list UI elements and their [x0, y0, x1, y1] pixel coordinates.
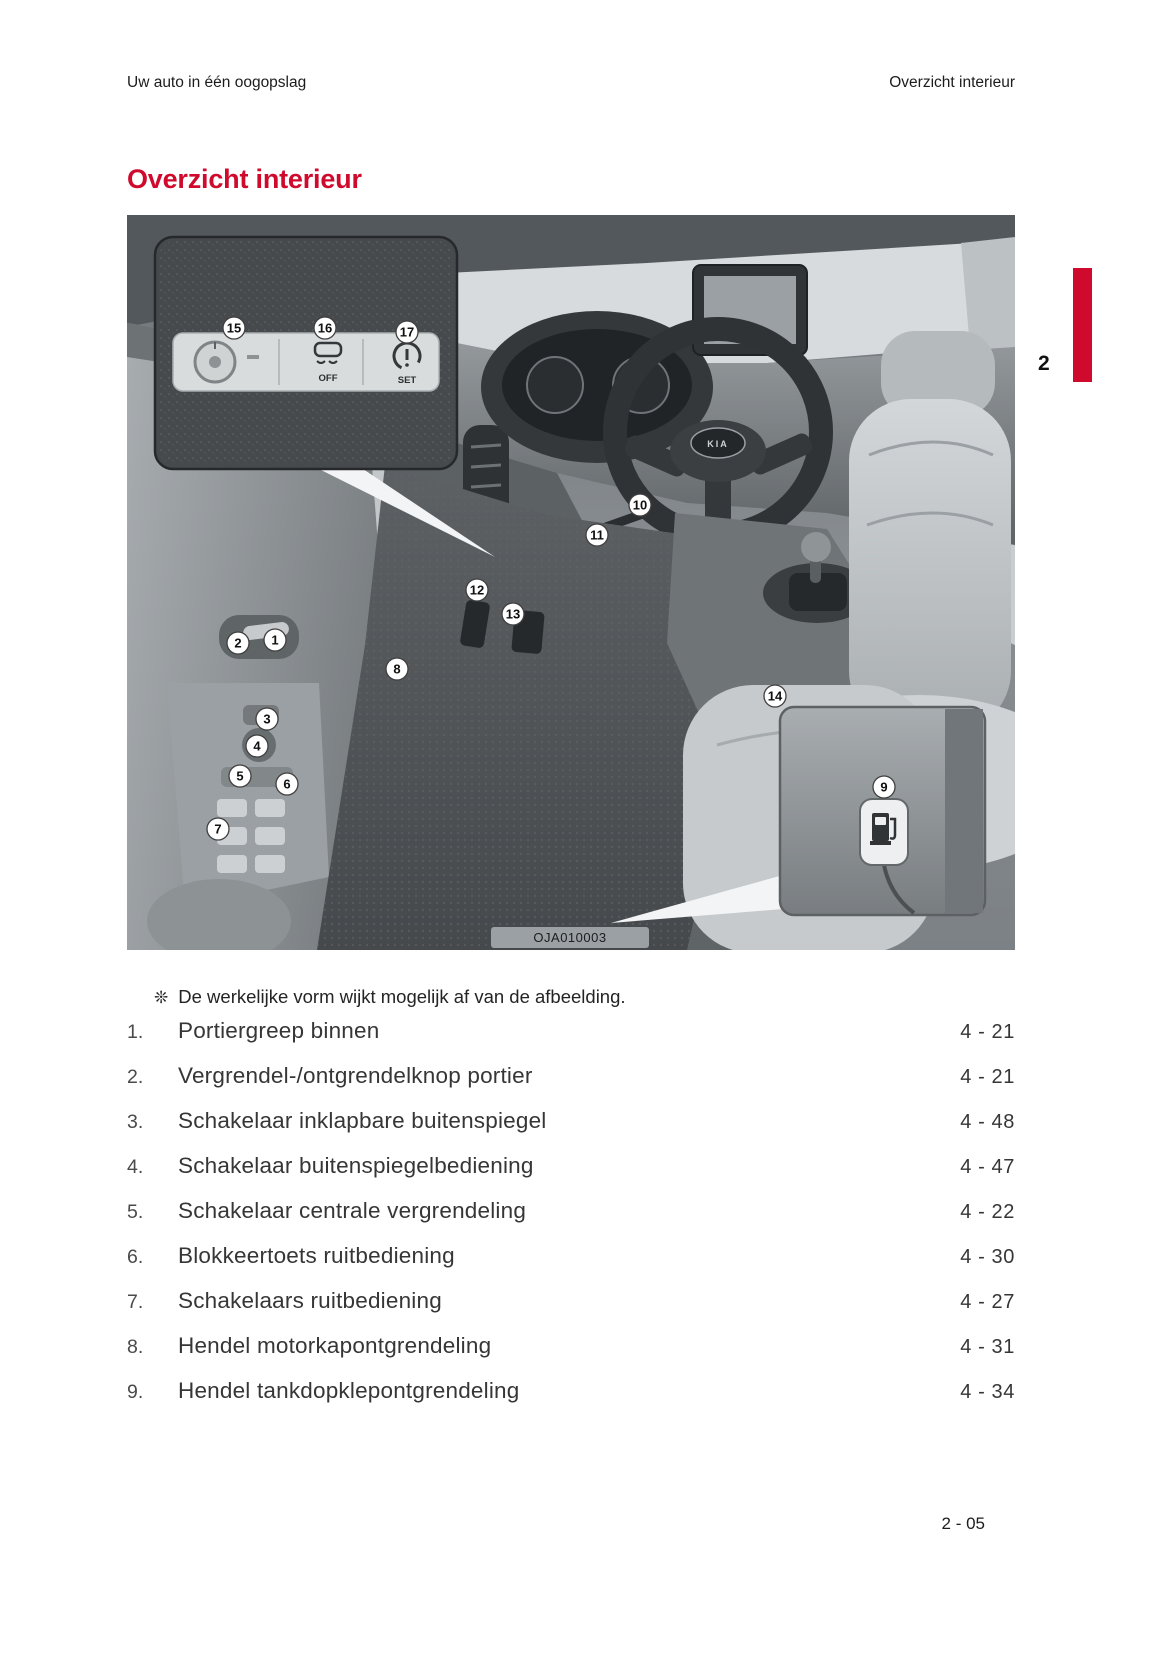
svg-text:14: 14 — [767, 688, 783, 704]
callout-10 — [629, 494, 651, 516]
item-page-ref: 4 - 30 — [960, 1246, 1015, 1268]
item-label: Blokkeertoets ruitbediening — [178, 1243, 455, 1268]
list-item — [127, 1108, 1015, 1153]
item-number: 6. — [127, 1246, 144, 1268]
header-left: Uw auto in één oogopslag — [127, 74, 307, 91]
callout-12 — [466, 579, 488, 601]
window-switch — [255, 799, 285, 817]
section-number: 2 — [1038, 352, 1050, 375]
list-item — [127, 1198, 1015, 1243]
item-label: Hendel motorkapontgrendeling — [178, 1333, 492, 1358]
callout-13 — [502, 603, 524, 625]
item-number: 5. — [127, 1201, 144, 1223]
item-page-ref: 4 - 48 — [960, 1111, 1015, 1133]
svg-text:9: 9 — [880, 779, 888, 795]
svg-text:13: 13 — [505, 606, 521, 622]
gear-shifter — [801, 532, 831, 562]
item-label: Hendel tankdopklepontgrendeling — [178, 1378, 520, 1403]
svg-text:5: 5 — [236, 768, 244, 784]
item-number: 3. — [127, 1111, 144, 1133]
image-code: OJA010003 — [533, 930, 607, 945]
kia-badge-text: KIA — [707, 439, 729, 449]
item-page-ref: 4 - 47 — [960, 1156, 1015, 1178]
item-label: Portiergreep binnen — [178, 1018, 380, 1043]
callout-2 — [227, 632, 249, 654]
item-label: Schakelaar inklapbare buitenspiegel — [178, 1108, 547, 1133]
note-asterisk-icon: ❊ — [154, 988, 169, 1007]
list-item — [127, 1153, 1015, 1198]
svg-text:8: 8 — [393, 661, 401, 677]
callout-17 — [396, 321, 418, 343]
svg-text:1: 1 — [271, 632, 279, 648]
item-page-ref: 4 - 21 — [960, 1066, 1015, 1088]
callout-7 — [207, 818, 229, 840]
page-footer: 2 - 05 — [941, 1514, 985, 1533]
item-label: Schakelaar centrale vergrendeling — [178, 1198, 527, 1223]
page-header — [127, 74, 1015, 92]
svg-text:4: 4 — [253, 738, 261, 754]
svg-text:2: 2 — [234, 635, 242, 651]
item-page-ref: 4 - 31 — [960, 1336, 1015, 1358]
interior-figure — [127, 215, 1015, 950]
item-number: 9. — [127, 1381, 144, 1403]
callout-4 — [246, 735, 268, 757]
item-page-ref: 4 - 27 — [960, 1291, 1015, 1313]
callout-14 — [764, 685, 786, 707]
svg-text:OFF: OFF — [318, 373, 338, 384]
list-item — [127, 1063, 1015, 1108]
window-switch — [217, 855, 247, 873]
callout-9 — [873, 776, 895, 798]
list-item — [127, 1333, 1015, 1378]
item-page-ref: 4 - 34 — [960, 1381, 1015, 1403]
callout-11 — [586, 524, 608, 546]
svg-text:SET: SET — [397, 375, 417, 386]
seat-backrest — [849, 399, 1011, 733]
callout-16 — [314, 317, 336, 339]
section-tab-marker — [1073, 268, 1092, 382]
callout-legend — [127, 1018, 1015, 1423]
switch-panel-inset — [155, 237, 457, 469]
interior-illustration — [127, 215, 1015, 950]
svg-text:7: 7 — [214, 821, 222, 837]
svg-text:10: 10 — [632, 497, 648, 513]
item-label: Schakelaar buitenspiegelbediening — [178, 1153, 534, 1178]
item-number: 2. — [127, 1066, 144, 1088]
note-text: De werkelijke vorm wijkt mogelijk af van de afbeelding. — [178, 986, 626, 1007]
header-right: Overzicht interieur — [889, 74, 1015, 91]
window-switch — [255, 827, 285, 845]
fuel-release-inset — [780, 707, 985, 915]
callout-15 — [223, 317, 245, 339]
item-number: 7. — [127, 1291, 144, 1313]
item-number: 1. — [127, 1021, 144, 1043]
svg-text:12: 12 — [469, 582, 485, 598]
callout-5 — [229, 765, 251, 787]
callout-3 — [256, 708, 278, 730]
svg-text:6: 6 — [283, 776, 291, 792]
page-title: Overzicht interieur — [127, 164, 362, 194]
item-label: Vergrendel-/ontgrendelknop portier — [178, 1063, 533, 1088]
figure-note — [154, 986, 626, 1008]
list-item — [127, 1018, 1015, 1063]
callout-6 — [276, 773, 298, 795]
item-label: Schakelaars ruitbediening — [178, 1288, 442, 1313]
svg-text:15: 15 — [226, 320, 242, 336]
svg-text:17: 17 — [399, 324, 415, 340]
svg-text:11: 11 — [590, 527, 604, 543]
item-page-ref: 4 - 21 — [960, 1021, 1015, 1043]
window-switch — [255, 855, 285, 873]
item-page-ref: 4 - 22 — [960, 1201, 1015, 1223]
callout-1 — [264, 629, 286, 651]
callout-8 — [386, 658, 408, 680]
list-item — [127, 1243, 1015, 1288]
svg-text:3: 3 — [263, 711, 271, 727]
window-switch — [217, 799, 247, 817]
list-item — [127, 1378, 1015, 1423]
item-number: 4. — [127, 1156, 144, 1178]
list-item — [127, 1288, 1015, 1333]
item-number: 8. — [127, 1336, 144, 1358]
svg-text:16: 16 — [317, 320, 333, 336]
